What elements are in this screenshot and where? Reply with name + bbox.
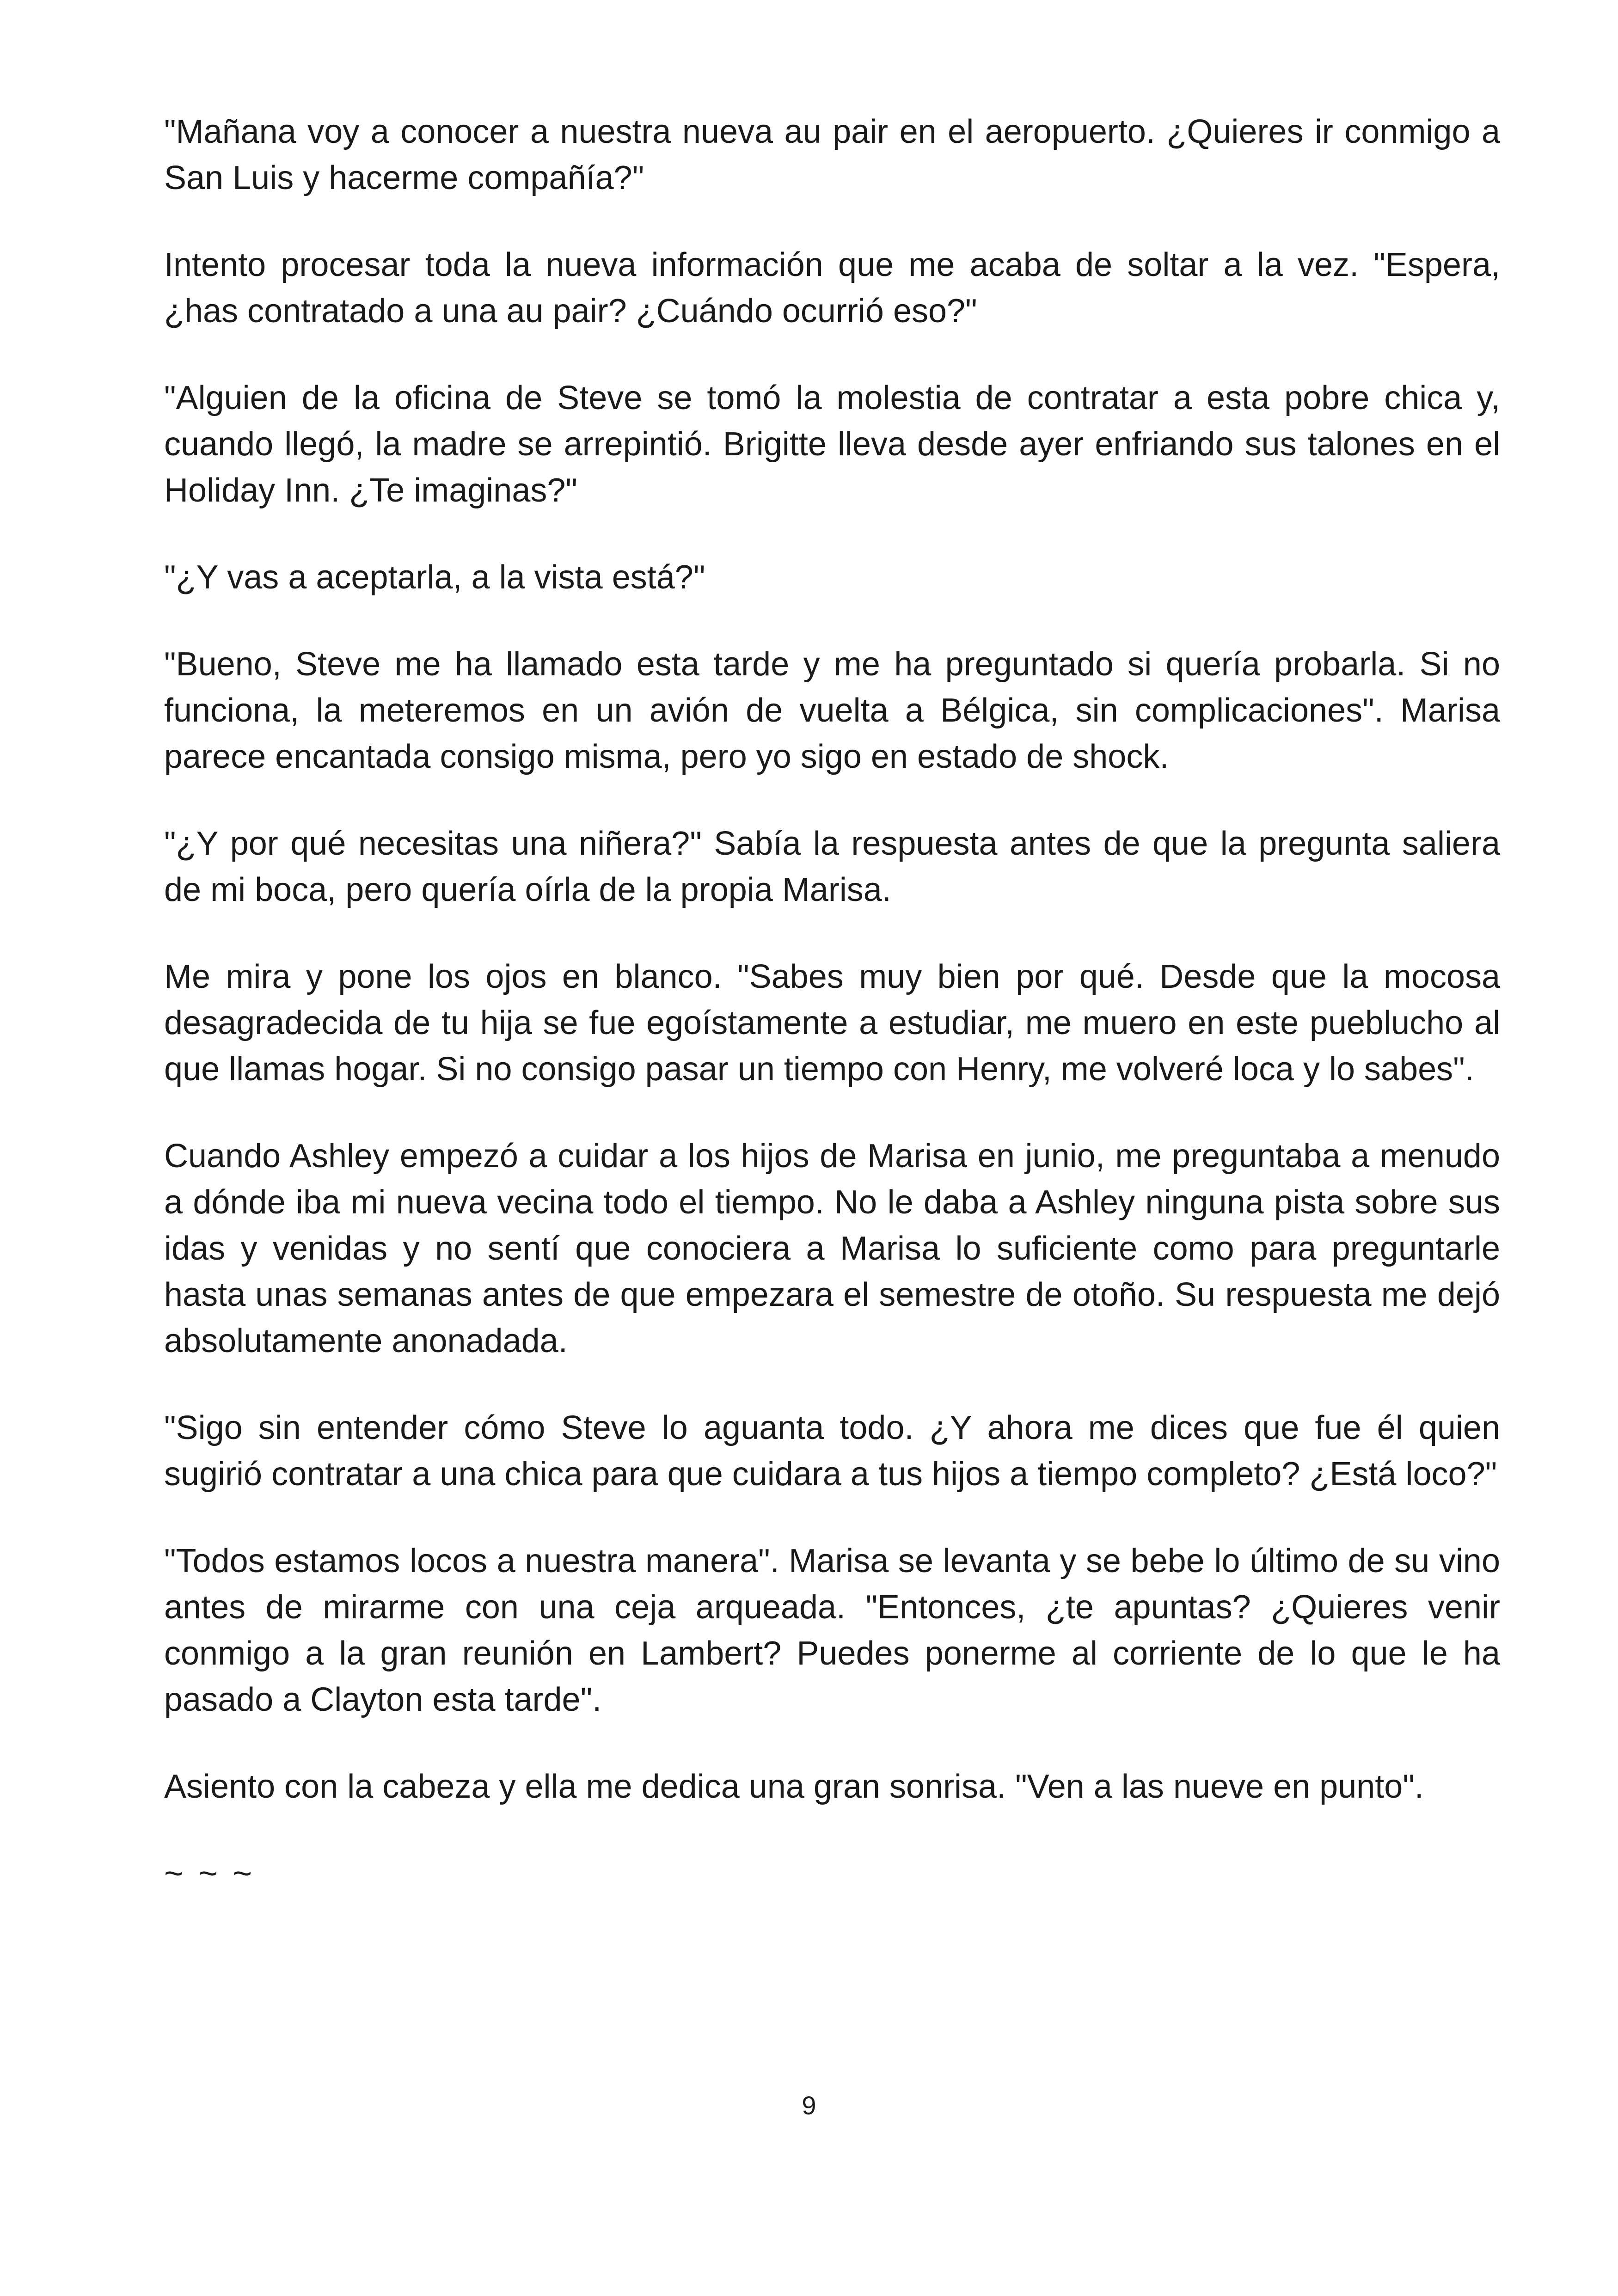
paragraph-10: "Todos estamos locos a nuestra manera". Marisa se levanta y se bebe lo último de su vino antes de mirarme con una ceja arqueada. "Entonces, ¿te apuntas? ¿Quieres venir conmigo a la gran reunión en Lambert? Puedes ponerme al corriente de lo que le ha pasado a Clayton esta tarde". [164, 1543, 1500, 1718]
page-number: 9 [802, 2091, 816, 2120]
body-text [164, 109, 1500, 1897]
paragraph-2: Intento procesar toda la nueva información que me acaba de soltar a la vez. "Espera, ¿has contratado a una au pair? ¿Cuándo ocurrió eso?" [164, 246, 1500, 330]
paragraph-4: "¿Y vas a aceptarla, a la vista está?" [164, 559, 705, 596]
paragraph-9: "Sigo sin entender cómo Steve lo aguanta todo. ¿Y ahora me dices que fue él quien sugirió contratar a una chica para que cuidara a tus hijos a tiempo completo? ¿Está loco?" [164, 1409, 1500, 1493]
paragraph-11: Asiento con la cabeza y ella me dedica una gran sonrisa. "Ven a las nueve en punto". [164, 1768, 1424, 1805]
paragraph-1: "Mañana voy a conocer a nuestra nueva au pair en el aeropuerto. ¿Quieres ir conmigo a San Luis y hacerme compañía?" [164, 113, 1500, 196]
paragraph-5: "Bueno, Steve me ha llamado esta tarde y me ha preguntado si quería probarla. Si no funciona, la meteremos en un avión de vuelta a Bélgica, sin complicaciones". Marisa parece encantada consigo misma, pero yo sigo en estado de shock. [164, 646, 1500, 775]
paragraph-8: Cuando Ashley empezó a cuidar a los hijos de Marisa en junio, me preguntaba a menudo a dónde iba mi nueva vecina todo el tiempo. No le daba a Ashley ninguna pista sobre sus idas y venidas y no sentí que conociera a Marisa lo suficiente como para preguntarle hasta unas semanas antes de que empezara el semestre de otoño. Su respuesta me dejó absolutamente anonadada. [164, 1138, 1500, 1359]
paragraph-6: "¿Y por qué necesitas una niñera?" Sabía la respuesta antes de que la pregunta saliera de mi boca, pero quería oírla de la propia Marisa. [164, 825, 1500, 908]
paragraph-7: Me mira y pone los ojos en blanco. "Sabes muy bien por qué. Desde que la mocosa desagradecida de tu hija se fue egoístamente a estudiar, me muero en este pueblucho al que llamas hogar. Si no consigo pasar un tiempo con Henry, me volveré loca y lo sabes". [164, 958, 1500, 1088]
scene-separator: ~ ~ ~ [164, 1855, 255, 1892]
paragraph-3: "Alguien de la oficina de Steve se tomó la molestia de contratar a esta pobre chica y, cuando llegó, la madre se arrepintió. Brigitte lleva desde ayer enfriando sus talones en el Holiday Inn. ¿Te imaginas?" [164, 380, 1500, 509]
